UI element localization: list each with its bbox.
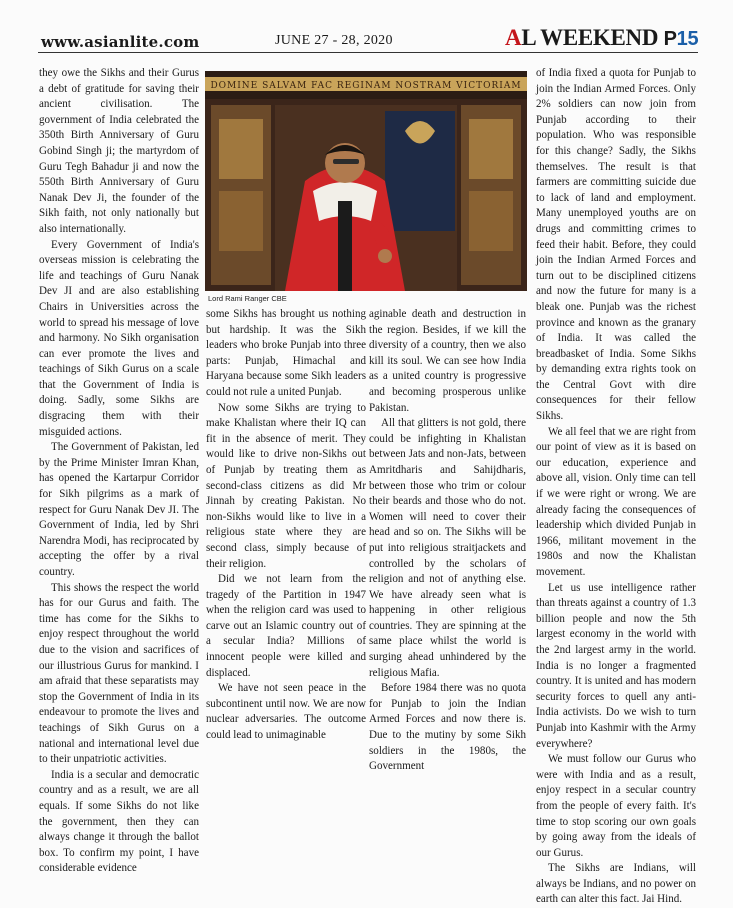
paragraph: The Government of Pakistan, led by the Prime Minister Imran Khan, has opened the Kartarpur Corridor for Sikh pilgrims as a mark of respect for Guru Nanak Dev JI. The Government of India, led by Shri Narendra Modi, has reciprocated by accepting the offer by a rival country.: [39, 441, 199, 578]
site-url[interactable]: www.asianlite.com: [41, 33, 200, 51]
paragraph: Every Government of India's overseas mission is celebrating the life and teachings of Guru Nanak Dev JI and are also establishing Chairs in Universities across the world to spread his message of love and harmony. No Sikh organisation can ever promote the lives and teachings of Sikh Gurus on a scale that the Government of India is doing. Sadly, some Sikhs are disgracing them with their misguided actions.: [39, 238, 199, 438]
photo-caption: Lord Rami Ranger CBE: [208, 294, 287, 303]
page-header: [0, 0, 733, 60]
paragraph: This shows the respect the world has for our Gurus and faith. The time has come for the Sikhs to enjoy respect throughout the world due to the vision and sacrifices of our illustrious Gurus for mankind. I am afraid that these separatists may stop the Government of India in its endeavour to promote the lives and teachings of Sikh Gurus on a national and international level due to their unpatriotic activities.: [39, 581, 199, 766]
paragraph: We have not seen peace in the subcontinent until now. We are now nuclear adversaries. The outcome could lead to unimaginable: [206, 682, 366, 742]
paragraph: they owe the Sikhs and their Gurus a debt of gratitude for saving their ancient civilisation. The government of India celebrated the 350th Birth Anniversary of Guru Gobind Singh ji; the martyrdom of Guru Tegh Bahadur ji and now the 550th Birth Anniversary of Guru Nanak Dev Ji, the founder of the Sikh faith, not only nationally but also internationally.: [39, 67, 199, 235]
header-rule: [38, 52, 698, 53]
article-column-4: [536, 66, 696, 908]
paragraph: Let us use intelligence rather than threats against a country of 1.3 billion people and now the 5th largest economy in the world with the 2nd largest army in the world. India is no longer a fragmented country. It is united and has modern security forces to quell any anti-India activists. Do we wish to turn Punjab into Kashmir with the Army everywhere?: [536, 581, 696, 750]
paragraph: India is a secular and democratic country and as a result, we are all equals. If some Sikhs do not like the government, then they can always change it through the ballot box. To confirm my point, I have considerable evidence: [39, 768, 199, 875]
article-column-2: [206, 307, 366, 744]
paragraph: We all feel that we are right from our point of view as it is based on our education, experience and above all, vision. Only time can tell if we were right or wrong. We are already facing the consequences of leadership which divided Punjab in 1966, militant movement in the 1980s and now the Khalistan movement.: [536, 425, 696, 578]
banner-text: DOMINE SALVAM FAC REGINAM NOSTRAM VICTORIAM: [210, 81, 522, 91]
paragraph: We must follow our Gurus who were with India and as a result, enjoy respect in a secular country from the people of every faith. It's time to stop scoring our own goals by going away from the ideals of our Gurus.: [536, 753, 696, 859]
paragraph: Did we not learn from the tragedy of the Partition in 1947 when the religion card was used to carve out an Islamic country out of a secular India? Millions of innocent people were killed and displaced.: [206, 573, 366, 679]
page-number: P15: [663, 28, 699, 50]
portrait-illustration: [205, 71, 527, 291]
issue-date: JUNE 27 - 28, 2020: [275, 33, 393, 48]
paragraph: The Sikhs are Indians, will always be Indians, and no power on earth can alter this fact. Jai Hind.: [536, 862, 696, 906]
paragraph: Before 1984 there was no quota for Punjab to join the Indian Armed Forces and now there is. Due to the mutiny by some Sikh soldiers in the 1980s, the Government: [369, 682, 526, 773]
article-photo: [205, 71, 527, 291]
masthead-a: A: [505, 25, 522, 50]
paragraph: of India fixed a quota for Punjab to join the Indian Armed Forces. Only 2% soldiers can now join from Punjab according to their population. Who was responsible for this change? Sadly, the Sikhs themselves. The result is that farmers are committing suicide due to lack of land and employment. Many unemployed youths are on drugs and committing crimes to feed their habit. Before, they could join the Indian Armed Forces and turn out to be disciplined citizens and now the future for many is a bleak one. Punjab was the richest province and known as the granary of India. It was called the breadbasket of India. Some Sikhs by demanding extra rights took on the Central Govt with dire consequences for their fellow Sikhs.: [536, 67, 696, 423]
paragraph: Now some Sikhs are trying to make Khalistan where their IQ can fit in the absence of merit. They would like to drive non-Sikhs out of Punjab by treating them as second-class citizens as did Mr Jinnah by creating Pakistan. No non-Sikhs would like to live in a religious state where they are second class, simply because of their religion.: [206, 401, 366, 570]
paragraph: aginable death and destruction in the region. Besides, if we kill the diversity of a country, then we also kill its soul. We can see how India as a united country is progressive and becoming prosperous unlike Pakistan.: [369, 308, 526, 414]
paragraph: some Sikhs has brought us nothing but hardship. It was the Sikh leaders who broke Punjab into three parts: Punjab, Himachal and Haryana because some Sikh leaders could not rule a united Punjab.: [206, 308, 366, 398]
article-column-1: [39, 66, 199, 877]
article-column-3: [369, 307, 526, 775]
masthead: [505, 25, 698, 51]
masthead-text: L WEEKEND: [521, 25, 659, 50]
paragraph: All that glitters is not gold, there could be infighting in Khalistan between Jats and non-Jats, between Amritdharis and Sahijdharis, between those who trim or colour their beards and those who do not. Women will need to cover their head and so on. The Sikhs will be put into religious straitjackets and controlled by the scholars of religion and not of anything else. We have already seen what is happening in other religious countries. They are spinning at the same place whilst the world is surging ahead unhindered by the religious Mafia.: [369, 417, 526, 679]
